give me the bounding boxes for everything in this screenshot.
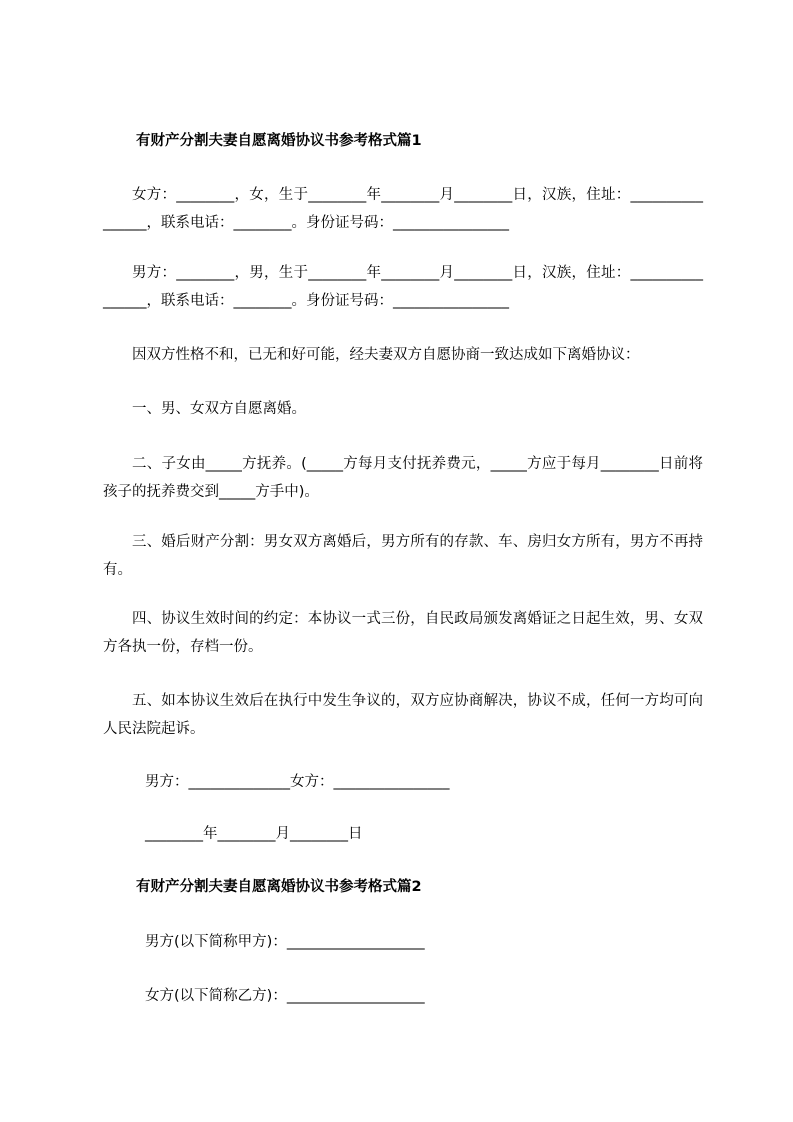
male-party-info: 男方：________，男，生于________年________月________日，汉族，住址：________________，联系电话：________。身份证号码：________________ [103, 265, 703, 309]
section1-title: 有财产分割夫妻自愿离婚协议书参考格式篇1 [136, 133, 422, 149]
clause-2: 二、子女由_____方抚养。(_____方每月支付抚养费元，_____方应于每月________日前将孩子的抚养费交到_____方手中)。 [103, 456, 703, 500]
date-line: ________年________月________日 [145, 826, 363, 842]
section2-title: 有财产分割夫妻自愿离婚协议书参考格式篇2 [136, 879, 422, 895]
clause-1: 一、男、女双方自愿离婚。 [132, 401, 306, 417]
clause-3: 三、婚后财产分割：男女双方离婚后，男方所有的存款、车、房归女方所有，男方不再持有。 [103, 534, 703, 578]
signature-line: 男方：______________女方：________________ [145, 774, 450, 790]
clause-5: 五、如本协议生效后在执行中发生争议的，双方应协商解决，协议不成，任何一方均可向人民法院起诉。 [103, 693, 703, 737]
agreement-preamble: 因双方性格不和，已无和好可能，经夫妻双方自愿协商一致达成如下离婚协议： [132, 347, 640, 363]
clause-4: 四、协议生效时间的约定：本协议一式三份，自民政局颁发离婚证之日起生效，男、女双方各执一份，存档一份。 [103, 611, 703, 655]
party-a-line: 男方(以下简称甲方)：___________________ [145, 934, 425, 950]
party-b-line: 女方(以下简称乙方)：___________________ [145, 988, 425, 1004]
female-party-info: 女方：________，女，生于________年________月________日，汉族，住址：________________，联系电话：________。身份证号码：________________ [103, 187, 703, 231]
